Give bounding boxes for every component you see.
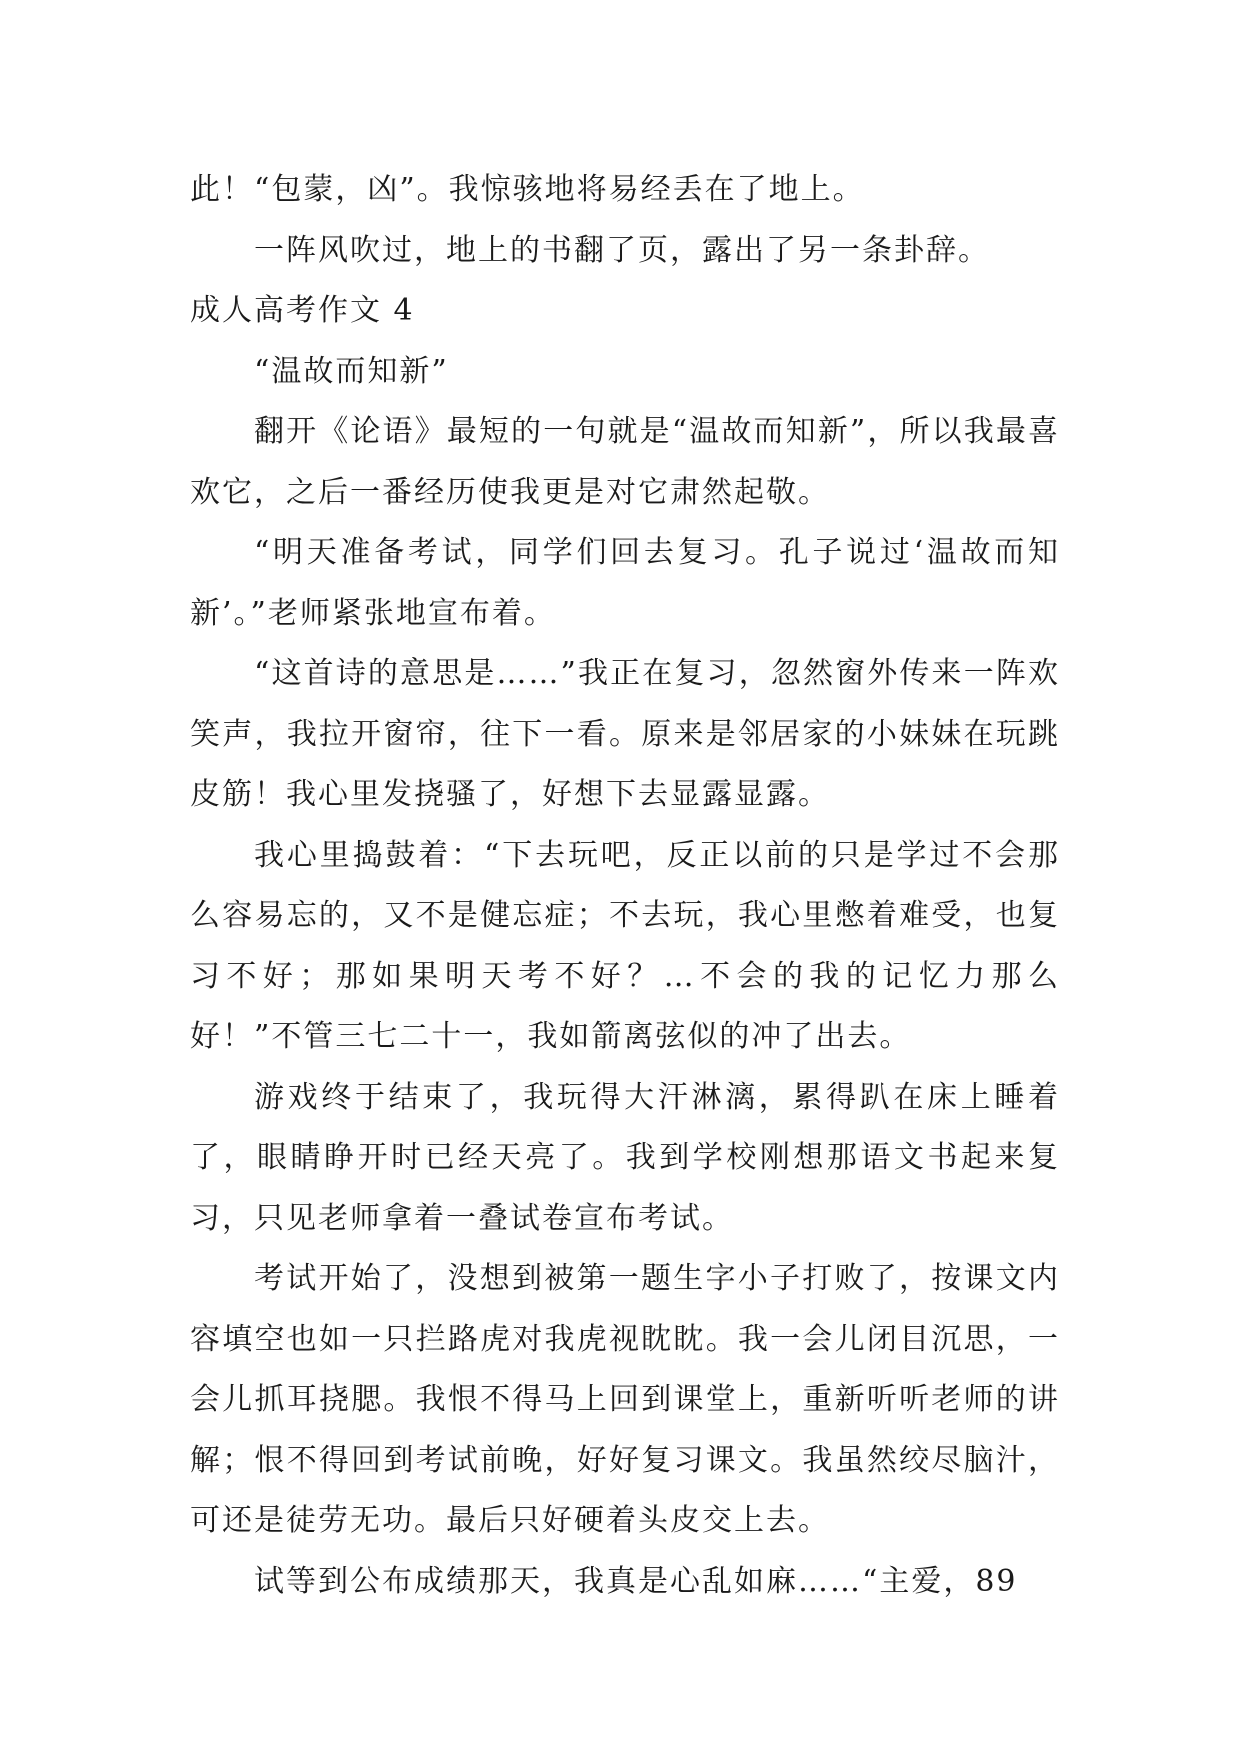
paragraph: “明天准备考试，同学们回去复习。孔子说过‘温故而知新’。”老师紧张地宣布着。 [190, 535, 1060, 631]
paragraph: 考试开始了，没想到被第一题生字小子打败了，按课文内容填空也如一只拦路虎对我虎视眈眈。我一会儿闭目沉思，一会儿抓耳挠腮。我恨不得马上回到课堂上，重新听听老师的讲解；恨不得回到考试前晚，好好复习课文。我虽然绞尽脑汁，可还是徒劳无功。最后只好硬着头皮交上去。 [190, 1261, 1060, 1538]
paragraph-continuation: 此！“包蒙，凶”。我惊骇地将易经丢在了地上。 [190, 172, 865, 207]
paragraph: 一阵风吹过，地上的书翻了页，露出了另一条卦辞。 [254, 232, 990, 268]
paragraph: 试等到公布成绩那天，我真是心乱如麻……“主爱，89 [254, 1563, 1018, 1599]
paragraph: 游戏终于结束了，我玩得大汗淋漓，累得趴在床上睡着了，眼睛睁开时已经天亮了。我到学校刚想那语文书起来复习，只见老师拿着一叠试卷宣布考试。 [190, 1079, 1060, 1236]
essay-title: “温故而知新” [254, 353, 449, 389]
essay-heading: 成人高考作文 4 [190, 293, 415, 328]
document-body [190, 160, 1060, 1612]
paragraph: “这首诗的意思是……”我正在复习，忽然窗外传来一阵欢笑声，我拉开窗帘，往下一看。原来是邻居家的小妹妹在玩跳皮筋！我心里发挠骚了，好想下去显露显露。 [190, 656, 1060, 812]
paragraph: 我心里捣鼓着：“下去玩吧，反正以前的只是学过不会那么容易忘的，又不是健忘症；不去玩，我心里憋着难受，也复习不好；那如果明天考不好？…不会的我的记忆力那么好！”不管三七二十一，我如箭离弦似的冲了出去。 [190, 837, 1060, 1054]
paragraph: 翻开《论语》最短的一句就是“温故而知新”，所以我最喜欢它，之后一番经历使我更是对它肃然起敬。 [190, 414, 1060, 510]
